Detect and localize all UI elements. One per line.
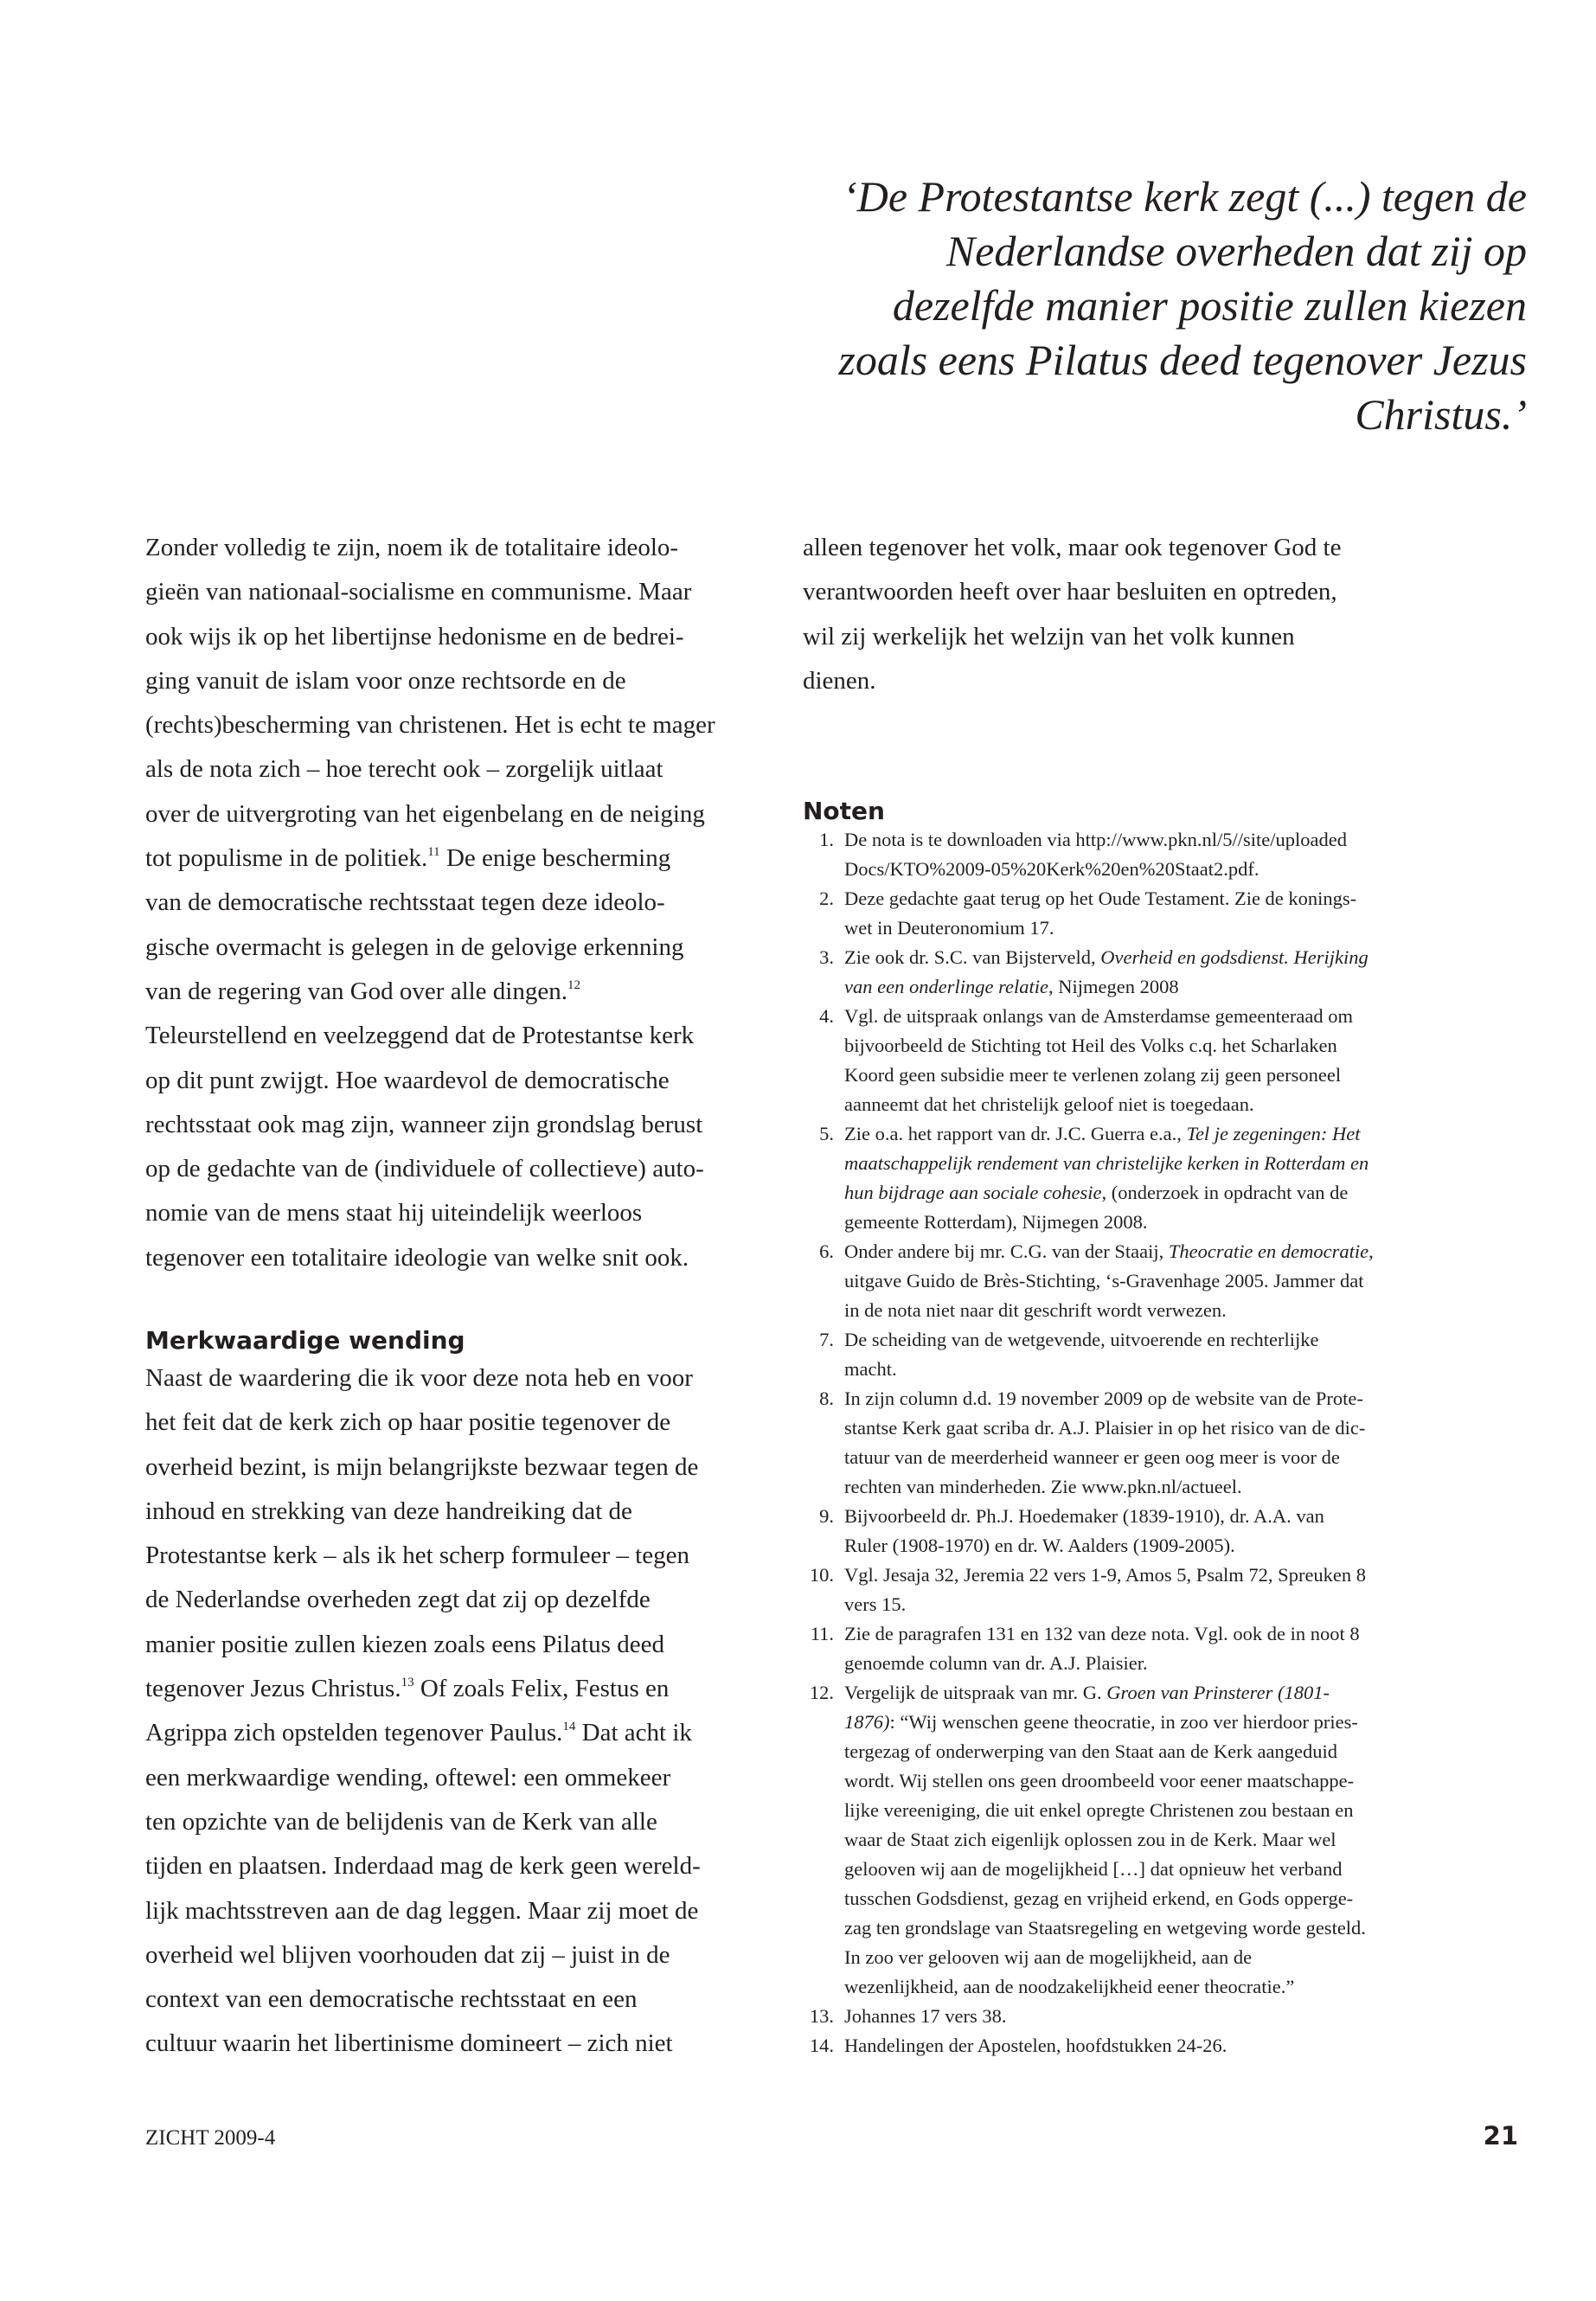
text-line: op dit punt zwijgt. Hoe waardevol de democratische bbox=[145, 1066, 670, 1094]
text-line bbox=[145, 1711, 803, 1755]
note-text bbox=[844, 2031, 1512, 2061]
text-line: overheid bezint, is mijn belangrijkste bezwaar tegen de bbox=[145, 1452, 699, 1481]
note-number: 6. bbox=[819, 1240, 834, 1262]
text-line bbox=[145, 1667, 803, 1711]
note-item bbox=[803, 1619, 1512, 1678]
note-number: 1. bbox=[819, 829, 834, 850]
text-line: ten opzichte van de belijdenis van de Kerk van alle bbox=[145, 1807, 657, 1836]
text-line: wil zij werkelijk het welzijn van het volk kunnen bbox=[803, 622, 1295, 651]
text-line: Naast de waardering die ik voor deze nota heb en voor bbox=[145, 1364, 693, 1392]
note-line: tergezag of onderwerping van den Staat aan de Kerk aangeduid bbox=[844, 1740, 1337, 1762]
right-column-paragraph bbox=[803, 526, 1512, 703]
book-title: Tel je zegeningen: Het bbox=[1186, 1123, 1361, 1144]
text-line: het feit dat de kerk zich op haar positie tegenover de bbox=[145, 1408, 671, 1437]
note-line: Docs/KTO%2009-05%20Kerk%20en%20Staat2.pdf. bbox=[844, 858, 1259, 880]
note-line: waar de Staat zich eigenlijk oplossen zou in de Kerk. Maar wel bbox=[844, 1829, 1336, 1850]
note-line: Vgl. Jesaja 32, Jeremia 22 vers 1-9, Amos 5, Psalm 72, Spreuken 8 bbox=[844, 1564, 1367, 1586]
note-text bbox=[844, 1002, 1512, 1119]
text-segment: tegenover Jezus Christus. bbox=[145, 1675, 401, 1703]
text-line: lijk machtsstreven aan de dag leggen. Maar zij moet de bbox=[145, 1896, 699, 1925]
note-item bbox=[803, 1384, 1512, 1502]
note-item bbox=[803, 1502, 1512, 1561]
note-item bbox=[803, 2002, 1512, 2031]
text-segment: , bbox=[1368, 1240, 1374, 1262]
text-line: gieën van nationaal-socialisme en communisme. Maar bbox=[145, 578, 692, 606]
note-number: 11. bbox=[810, 1623, 834, 1644]
note-number: 10. bbox=[809, 1564, 834, 1586]
note-line bbox=[844, 1149, 1512, 1178]
page-number: 21 bbox=[1483, 2121, 1518, 2150]
note-line: wet in Deuteronomium 17. bbox=[844, 917, 1054, 939]
note-line: zag ten grondslage van Staatsregeling en wetgeving worde gesteld. bbox=[844, 1917, 1366, 1939]
note-line: In zijn column d.d. 19 november 2009 op de website van de Prote- bbox=[844, 1388, 1363, 1409]
text-line bbox=[145, 970, 803, 1014]
note-line: In zoo ver gelooven wij aan de mogelijkheid, aan de bbox=[844, 1946, 1253, 1968]
note-line: tatuur van de meerderheid wanneer er geen oog meer is voor de bbox=[844, 1446, 1340, 1468]
text-segment: De enige bescherming bbox=[439, 844, 671, 873]
text-line: ging vanuit de islam voor onze rechtsorde en de bbox=[145, 666, 626, 695]
footnote-ref[interactable]: 13 bbox=[401, 1676, 414, 1690]
note-line: De nota is te downloaden via http://www.pkn.nl/5//site/uploaded bbox=[844, 829, 1347, 850]
note-line: rechten van minderheden. Zie www.pkn.nl/actueel. bbox=[844, 1476, 1242, 1497]
text-line: inhoud en strekking van deze handreiking dat de bbox=[145, 1497, 632, 1525]
text-line: Protestantse kerk – als ik het scherp formuleer – tegen bbox=[145, 1541, 689, 1570]
note-line: in de nota niet naar dit geschrift wordt verwezen. bbox=[844, 1299, 1227, 1321]
note-line: gemeente Rotterdam), Nijmegen 2008. bbox=[844, 1211, 1148, 1233]
text-line: dienen. bbox=[803, 666, 876, 695]
pull-quote-line: Christus.’ bbox=[1355, 390, 1527, 439]
left-column-paragraph-1 bbox=[145, 526, 803, 1280]
text-line: Zonder volledig te zijn, noem ik de totalitaire ideolo- bbox=[145, 534, 679, 561]
note-line bbox=[844, 1678, 1512, 1708]
pull-quote-line: zoals eens Pilatus deed tegenover Jezus bbox=[838, 336, 1527, 384]
footer-publication: ZICHT 2009-4 bbox=[145, 2126, 276, 2150]
book-title: Theocratie en democratie bbox=[1168, 1240, 1369, 1262]
note-line: aanneemt dat het christelijk geloof niet is toegedaan. bbox=[844, 1093, 1254, 1115]
text-line: nomie van de mens staat hij uiteindelijk weerloos bbox=[145, 1199, 643, 1227]
text-line: overheid wel blijven voorhouden dat zij – juist in de bbox=[145, 1940, 670, 1969]
note-line: lijke vereeniging, die uit enkel opregte Christenen zou bestaan en bbox=[844, 1799, 1354, 1821]
note-line: gelooven wij aan de mogelijkheid […] dat opnieuw het verband bbox=[844, 1858, 1343, 1880]
book-title: hun bijdrage aan sociale cohesie bbox=[844, 1182, 1102, 1203]
note-line bbox=[844, 943, 1512, 972]
note-line: Koord geen subsidie meer te verlenen zolang zij geen personeel bbox=[844, 1064, 1342, 1086]
note-text bbox=[844, 1502, 1512, 1561]
text-line: van de democratische rechtsstaat tegen deze ideolo- bbox=[145, 888, 665, 917]
note-text bbox=[844, 943, 1512, 1002]
note-line: uitgave Guido de Brès-Stichting, ‘s-Gravenhage 2005. Jammer dat bbox=[844, 1270, 1364, 1292]
text-line: context van een democratische rechtsstaat en een bbox=[145, 1985, 638, 2014]
note-number: 2. bbox=[819, 888, 834, 909]
note-line: bijvoorbeeld de Stichting tot Heil des Volks c.q. het Scharlaken bbox=[844, 1035, 1337, 1056]
text-segment: , Nijmegen 2008 bbox=[1048, 976, 1179, 997]
note-number: 8. bbox=[819, 1388, 834, 1409]
text-line: op de gedachte van de (individuele of collectieve) auto- bbox=[145, 1155, 704, 1183]
text-line: Teleurstellend en veelzeggend dat de Protestantse kerk bbox=[145, 1022, 695, 1050]
text-line: verantwoorden heeft over haar besluiten en optreden, bbox=[803, 578, 1337, 606]
text-line: ook wijs ik op het libertijnse hedonisme en de bedrei- bbox=[145, 622, 684, 651]
note-line: De scheiding van de wetgevende, uitvoerende en rechterlijke bbox=[844, 1329, 1319, 1350]
note-number: 5. bbox=[819, 1123, 834, 1144]
footnote-ref[interactable]: 11 bbox=[427, 845, 440, 860]
text-line: rechtsstaat ook mag zijn, wanneer zijn grondslag berust bbox=[145, 1110, 703, 1138]
text-line bbox=[145, 836, 803, 881]
note-text bbox=[844, 1237, 1512, 1325]
notes-list bbox=[803, 825, 1512, 2061]
note-item bbox=[803, 943, 1512, 1002]
note-item bbox=[803, 1325, 1512, 1384]
note-line: macht. bbox=[844, 1358, 897, 1380]
text-segment: Zie ook dr. S.C. van Bijsterveld, bbox=[844, 946, 1101, 968]
note-number: 14. bbox=[809, 2035, 834, 2056]
note-line: Handelingen der Apostelen, hoofdstukken 24-26. bbox=[844, 2035, 1227, 2056]
text-segment: tot populisme in de politiek. bbox=[145, 844, 428, 873]
note-item bbox=[803, 1119, 1512, 1237]
note-line: Zie de paragrafen 131 en 132 van deze nota. Vgl. ook de in noot 8 bbox=[844, 1623, 1360, 1644]
note-text bbox=[844, 1619, 1512, 1678]
note-number: 4. bbox=[819, 1005, 834, 1027]
note-number: 7. bbox=[819, 1329, 834, 1350]
note-item bbox=[803, 1237, 1512, 1325]
note-line: Bijvoorbeeld dr. Ph.J. Hoedemaker (1839-1910), dr. A.A. van bbox=[844, 1505, 1324, 1527]
book-title: van een onderlinge relatie bbox=[844, 976, 1048, 997]
pull-quote bbox=[761, 170, 1527, 442]
text-line: gische overmacht is gelegen in de gelovige erkenning bbox=[145, 933, 684, 961]
note-text bbox=[844, 1325, 1512, 1384]
note-line: vers 15. bbox=[844, 1593, 907, 1615]
note-line: Johannes 17 vers 38. bbox=[844, 2005, 1007, 2027]
text-line: een merkwaardige wending, oftewel: een ommekeer bbox=[145, 1763, 671, 1791]
note-line: tusschen Godsdienst, gezag en vrijheid erkend, en Gods oppergе- bbox=[844, 1888, 1354, 1909]
note-item bbox=[803, 1561, 1512, 1619]
note-text bbox=[844, 1384, 1512, 1502]
left-column-paragraph-2 bbox=[145, 1356, 803, 2067]
text-segment: , (onderzoek in opdracht van de bbox=[1101, 1182, 1349, 1203]
text-line: tegenover een totalitaire ideologie van welke snit ook. bbox=[145, 1243, 689, 1272]
text-line: (rechts)bescherming van christenen. Het is echt te mager bbox=[145, 711, 715, 740]
book-title: maatschappelijk rendement van christelijke kerken in Rotterdam en bbox=[844, 1152, 1369, 1174]
note-text bbox=[844, 825, 1512, 884]
note-number: 12. bbox=[809, 1682, 834, 1703]
pull-quote-line: ‘De Protestantse kerk zegt (...) tegen de bbox=[843, 172, 1527, 221]
text-segment: Onder andere bij mr. C.G. van der Staaij, bbox=[844, 1240, 1169, 1262]
note-line: Vgl. de uitspraak onlangs van de Amsterdamse gemeenteraad om bbox=[844, 1005, 1353, 1027]
note-line bbox=[844, 1178, 1512, 1208]
note-line: genoemde column van dr. A.J. Plaisier. bbox=[844, 1652, 1148, 1674]
note-item bbox=[803, 2031, 1512, 2061]
note-line bbox=[844, 1708, 1512, 1737]
note-item bbox=[803, 884, 1512, 943]
text-line: manier positie zullen kiezen zoals eens Pilatus deed bbox=[145, 1630, 664, 1658]
note-line: Ruler (1908-1970) en dr. W. Aalders (1909-2005). bbox=[844, 1535, 1235, 1556]
text-segment: van de regering van God over alle dingen. bbox=[145, 977, 567, 1005]
note-text bbox=[844, 1561, 1512, 1619]
book-title: 1876) bbox=[844, 1711, 890, 1733]
note-text bbox=[844, 1678, 1512, 2002]
note-line: wordt. Wij stellen ons geen droombeeld voor eener maatschappe- bbox=[844, 1770, 1355, 1791]
text-segment: Vergelijk de uitspraak van mr. G. bbox=[844, 1682, 1107, 1703]
note-item bbox=[803, 1002, 1512, 1119]
pull-quote-line: dezelfde manier positie zullen kiezen bbox=[892, 281, 1527, 330]
note-number: 9. bbox=[819, 1505, 834, 1527]
note-line: wezenlijkheid, aan de noodzakelijkheid eener theocratie.” bbox=[844, 1976, 1295, 1997]
note-line: Deze gedachte gaat terug op het Oude Testament. Zie de konings- bbox=[844, 888, 1357, 909]
note-number: 3. bbox=[819, 946, 834, 968]
notes-heading: Noten bbox=[803, 797, 885, 825]
note-number: 13. bbox=[809, 2005, 834, 2027]
text-segment: Zie o.a. het rapport van dr. J.C. Guerra e.a., bbox=[844, 1123, 1187, 1144]
book-title: Groen van Prinsterer (1801- bbox=[1106, 1682, 1330, 1703]
text-segment: : “Wij wenschen geene theocratie, in zoo ver hierdoor pries- bbox=[889, 1711, 1358, 1733]
text-line: tijden en plaatsen. Inderdaad mag de kerk geen wereld- bbox=[145, 1852, 701, 1881]
note-item bbox=[803, 825, 1512, 884]
text-line: de Nederlandse overheden zegt dat zij op dezelfde bbox=[145, 1586, 651, 1614]
note-text bbox=[844, 2002, 1512, 2031]
text-segment: Of zoals Felix, Festus en bbox=[413, 1675, 670, 1703]
book-title: Overheid en godsdienst. Herijking bbox=[1100, 946, 1368, 968]
note-line bbox=[844, 972, 1512, 1002]
text-line: als de nota zich – hoe terecht ook – zorgelijk uitlaat bbox=[145, 755, 663, 784]
footnote-ref[interactable]: 12 bbox=[567, 977, 580, 992]
pull-quote-line: Nederlandse overheden dat zij op bbox=[945, 227, 1527, 275]
section-heading: Merkwaardige wending bbox=[145, 1326, 465, 1355]
note-line bbox=[844, 1119, 1512, 1149]
note-text bbox=[844, 884, 1512, 943]
note-item bbox=[803, 1678, 1512, 2002]
text-line: over de uitvergroting van het eigenbelang en de neiging bbox=[145, 799, 705, 828]
note-text bbox=[844, 1119, 1512, 1237]
text-segment: Dat acht ik bbox=[575, 1719, 692, 1747]
text-line: cultuur waarin het libertinisme domineert – zich niet bbox=[145, 2029, 673, 2058]
note-line: stantse Kerk gaat scriba dr. A.J. Plaisier in op het risico van de dic- bbox=[844, 1417, 1366, 1439]
note-line bbox=[844, 1237, 1512, 1266]
text-segment: Agrippa zich opstelden tegenover Paulus. bbox=[145, 1719, 563, 1747]
footnote-ref[interactable]: 14 bbox=[562, 1720, 576, 1734]
text-line: alleen tegenover het volk, maar ook tegenover God te bbox=[803, 534, 1342, 561]
